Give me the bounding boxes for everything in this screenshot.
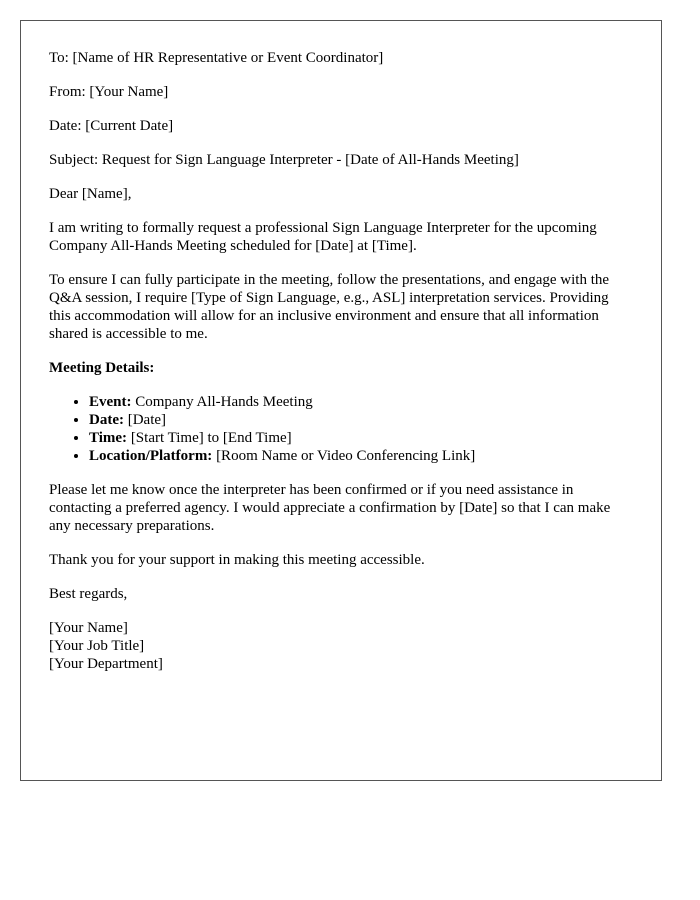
details-list xyxy=(49,393,632,465)
detail-label: Date: xyxy=(89,412,124,428)
signoff: Best regards, xyxy=(49,586,128,602)
detail-label: Time: xyxy=(89,430,128,446)
detail-item xyxy=(89,429,632,447)
detail-value: [Date] xyxy=(123,412,167,428)
signature-title: [Your Job Title] xyxy=(49,638,145,654)
detail-value: Company All-Hands Meeting xyxy=(131,394,313,410)
subject-line: Subject: Request for Sign Language Interpreter - [Date of All-Hands Meeting] xyxy=(49,152,519,168)
detail-item xyxy=(89,411,632,429)
signature-department: [Your Department] xyxy=(49,656,163,672)
letter xyxy=(20,20,662,781)
from-line: From: [Your Name] xyxy=(49,84,169,100)
signature-block xyxy=(49,619,632,673)
body-paragraph: To ensure I can fully participate in the meeting, follow the presentations, and engage with the Q&A session, I require [Type of Sign Language, e.g., ASL] interpretation services. Providing this accommodation will allow for an inclusive environment and ensure that all information shared is accessible to me. xyxy=(49,272,610,342)
details-heading: Meeting Details: xyxy=(49,360,155,376)
body-paragraph: I am writing to formally request a professional Sign Language Interpreter for the upcoming Company All-Hands Meeting scheduled for [Date] at [Time]. xyxy=(49,220,597,254)
detail-label: Location/Platform: xyxy=(89,448,213,464)
detail-label: Event: xyxy=(89,394,132,410)
detail-item xyxy=(89,447,632,465)
date-line: Date: [Current Date] xyxy=(49,118,174,134)
closing-paragraph: Please let me know once the interpreter has been confirmed or if you need assistance in contacting a preferred agency. I would appreciate a confirmation by [Date] so that I can make any necessary preparations. xyxy=(49,482,611,534)
signature-name: [Your Name] xyxy=(49,620,128,636)
closing-paragraph: Thank you for your support in making this meeting accessible. xyxy=(49,552,425,568)
detail-item xyxy=(89,393,632,411)
detail-value: [Start Time] to [End Time] xyxy=(127,430,292,446)
detail-value: [Room Name or Video Conferencing Link] xyxy=(212,448,476,464)
to-line: To: [Name of HR Representative or Event Coordinator] xyxy=(49,50,384,66)
salutation: Dear [Name], xyxy=(49,186,132,202)
